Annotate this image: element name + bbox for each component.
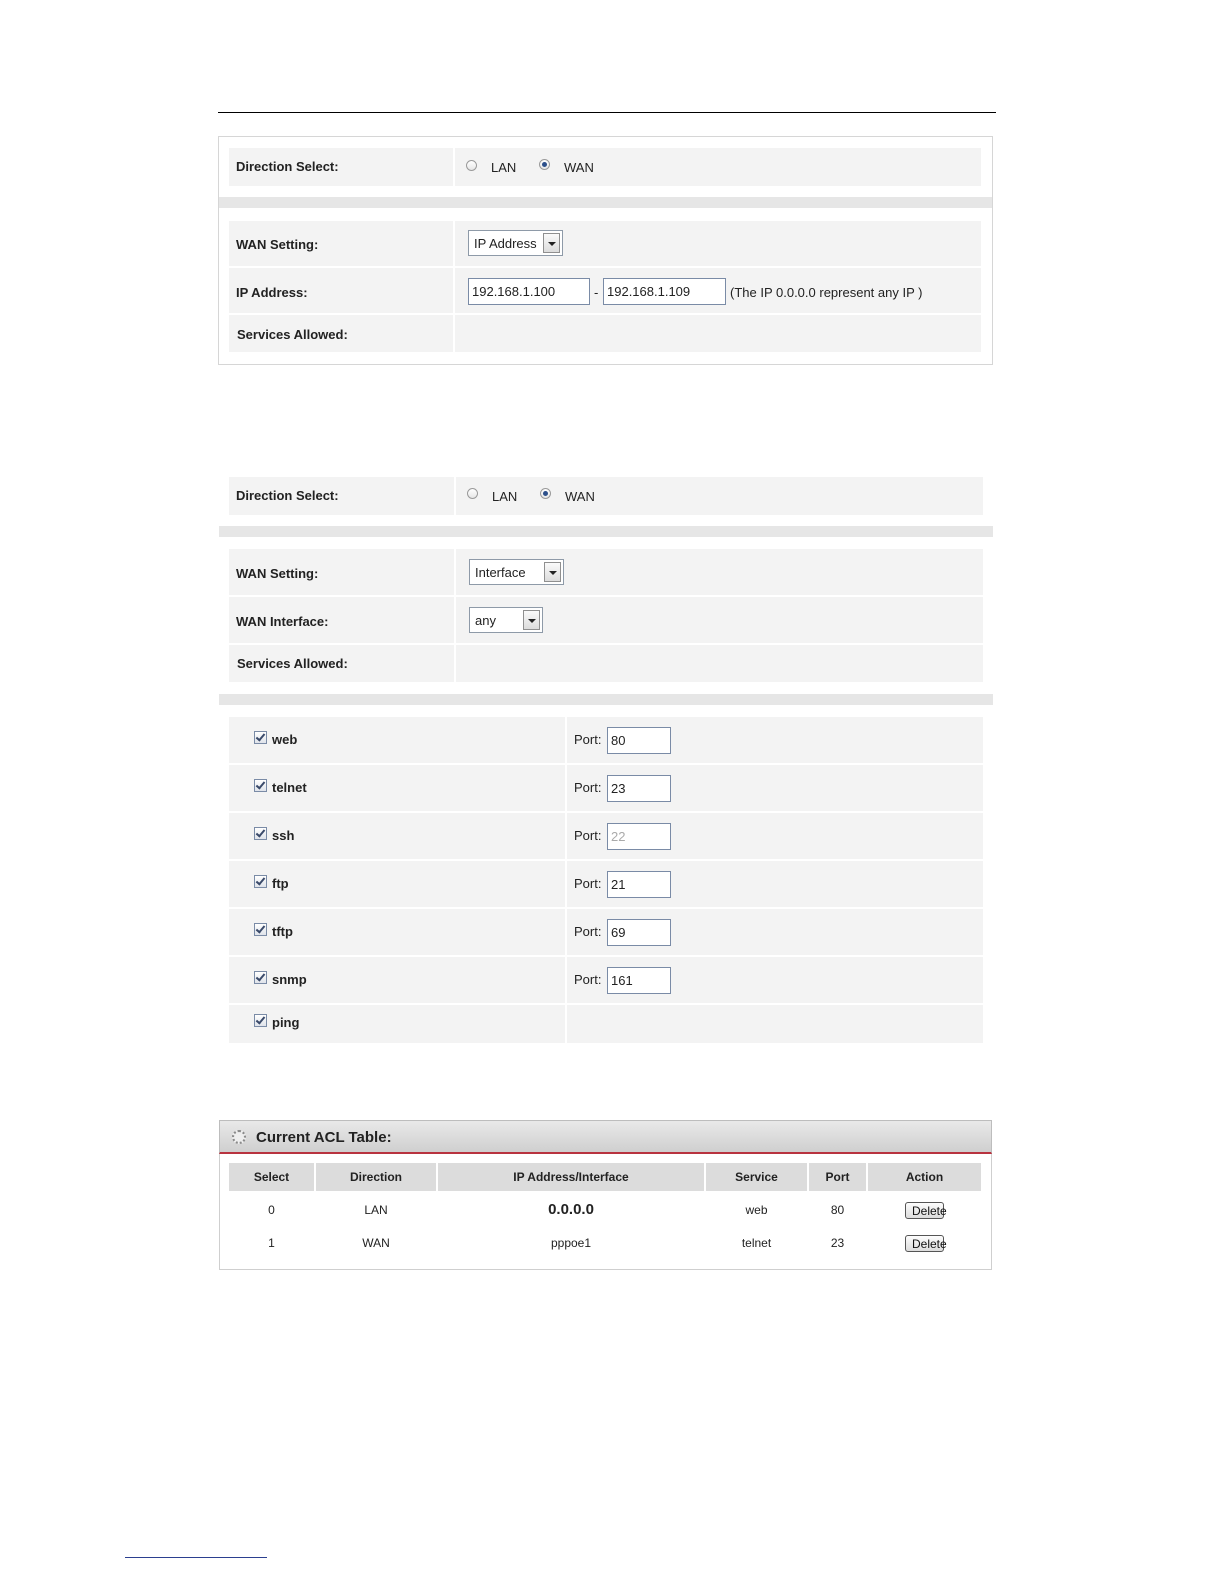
checkbox-web[interactable]	[254, 731, 267, 744]
direction-label: Direction Select:	[236, 159, 339, 174]
wan-setting-select-2[interactable]	[469, 559, 564, 585]
table-row-1-port: 23	[830, 1236, 845, 1250]
service-label-snmp: snmp	[272, 972, 307, 987]
col-service: Service	[706, 1163, 807, 1191]
service-label-web: web	[272, 732, 298, 747]
port-label-ssh: Port:	[574, 828, 602, 843]
checkbox-tftp[interactable]	[254, 923, 267, 936]
section-divider-3	[219, 694, 993, 705]
ip-range-dash: -	[594, 285, 599, 300]
table-row-0-direction: LAN	[364, 1203, 388, 1217]
service-row-ping	[229, 1005, 983, 1043]
port-label-web: Port:	[574, 732, 602, 747]
port-input-ssh[interactable]: 22	[607, 823, 671, 850]
service-row-ssh	[229, 813, 983, 859]
ip-start-input[interactable]: 192.168.1.100	[468, 278, 590, 305]
delete-button-row-1[interactable]: Delete	[905, 1235, 944, 1252]
section-divider	[219, 197, 992, 208]
table-row-0-port: 80	[830, 1203, 845, 1217]
radio-lan-2[interactable]	[467, 488, 478, 499]
port-input-ftp[interactable]: 21	[607, 871, 671, 898]
radio-lan-label-2: LAN	[492, 489, 518, 504]
table-row-1-service: telnet	[741, 1236, 772, 1250]
port-label-snmp: Port:	[574, 972, 602, 987]
wan-interface-label: WAN Interface:	[236, 614, 329, 629]
wan-setting-label-2: WAN Setting:	[236, 566, 319, 581]
ip-note: (The IP 0.0.0.0 represent any IP )	[730, 285, 923, 300]
service-row-web	[229, 717, 983, 763]
col-port: Port	[809, 1163, 866, 1191]
wan-interface-row	[229, 597, 983, 643]
wan-setting-select[interactable]	[468, 230, 563, 256]
radio-wan-label: WAN	[564, 160, 594, 175]
radio-wan-2[interactable]	[540, 488, 551, 499]
service-row-telnet	[229, 765, 983, 811]
table-row-0-service: web	[745, 1203, 768, 1217]
port-input-tftp[interactable]: 69	[607, 919, 671, 946]
service-label-ping: ping	[272, 1015, 300, 1030]
checkbox-snmp[interactable]	[254, 971, 267, 984]
service-label-telnet: telnet	[272, 780, 307, 795]
radio-wan[interactable]	[539, 159, 550, 170]
footnote-rule	[125, 1557, 267, 1558]
ip-end-input[interactable]: 192.168.1.109	[603, 278, 726, 305]
wan-setting-row-2	[229, 549, 983, 595]
direction-row	[229, 148, 981, 186]
checkbox-telnet[interactable]	[254, 779, 267, 792]
col-ip-interface: IP Address/Interface	[438, 1163, 704, 1191]
services-allowed-label-2: Services Allowed:	[237, 656, 348, 671]
checkbox-ssh[interactable]	[254, 827, 267, 840]
acl-table-header	[219, 1120, 992, 1154]
table-row-1-select: 1	[268, 1236, 275, 1250]
table-row-0-select: 0	[268, 1203, 275, 1217]
chevron-down-icon[interactable]	[544, 562, 561, 582]
wan-interface-value: any	[475, 613, 496, 628]
top-rule	[218, 112, 996, 113]
services-allowed-label: Services Allowed:	[237, 327, 348, 342]
wan-setting-value: IP Address	[474, 236, 537, 251]
acl-table-title: Current ACL Table:	[256, 1129, 392, 1146]
service-label-tftp: tftp	[272, 924, 293, 939]
gear-icon	[232, 1130, 246, 1144]
direction-row-2	[229, 477, 983, 515]
section-divider-2	[219, 526, 993, 537]
service-label-ssh: ssh	[272, 828, 295, 843]
wan-setting-label: WAN Setting:	[236, 237, 319, 252]
port-input-snmp[interactable]: 161	[607, 967, 671, 994]
col-select: Select	[229, 1163, 314, 1191]
direction-label-2: Direction Select:	[236, 488, 339, 503]
port-label-tftp: Port:	[574, 924, 602, 939]
chevron-down-icon[interactable]	[523, 610, 540, 630]
port-input-web[interactable]: 80	[607, 727, 671, 754]
service-row-snmp	[229, 957, 983, 1003]
wan-setting-row	[229, 221, 981, 266]
col-direction: Direction	[316, 1163, 436, 1191]
service-label-ftp: ftp	[272, 876, 289, 891]
table-row-1-direction: WAN	[362, 1236, 390, 1250]
radio-wan-label-2: WAN	[565, 489, 595, 504]
checkbox-ping[interactable]	[254, 1014, 267, 1027]
wan-interface-select[interactable]	[469, 607, 543, 633]
port-label-ftp: Port:	[574, 876, 602, 891]
chevron-down-icon[interactable]	[543, 233, 560, 253]
service-row-ftp	[229, 861, 983, 907]
delete-button-row-0[interactable]: Delete	[905, 1202, 944, 1219]
table-row-0-ip: 0.0.0.0	[548, 1201, 594, 1218]
service-row-tftp	[229, 909, 983, 955]
port-input-telnet[interactable]: 23	[607, 775, 671, 802]
radio-lan[interactable]	[466, 160, 477, 171]
col-action: Action	[868, 1163, 981, 1191]
table-row-1-ip: pppoe1	[550, 1236, 592, 1250]
checkbox-ftp[interactable]	[254, 875, 267, 888]
port-label-telnet: Port:	[574, 780, 602, 795]
wan-setting-value-2: Interface	[475, 565, 526, 580]
radio-lan-label: LAN	[491, 160, 517, 175]
ip-address-label: IP Address:	[236, 285, 308, 300]
